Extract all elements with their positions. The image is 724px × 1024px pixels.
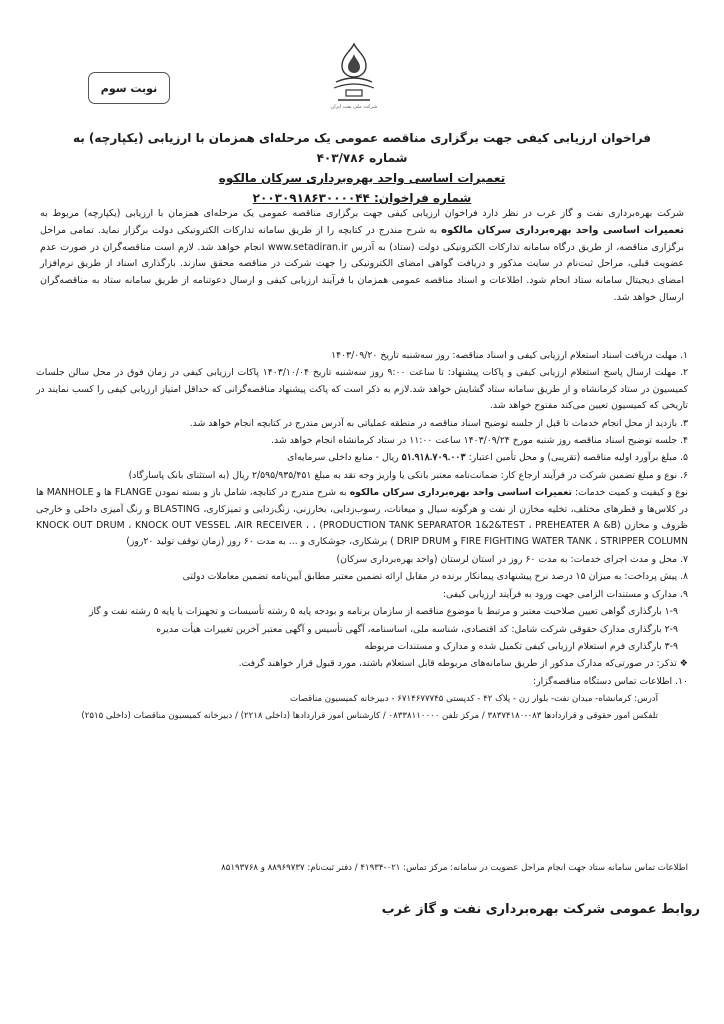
item-5 bbox=[36, 450, 688, 466]
item-1: ۱. مهلت دریافت اسناد استعلام ارزیابی کیفی و اسناد مناقصه: روز سه‌شنبه تاریخ ۱۴۰۳/۰۹/۲۰ bbox=[331, 350, 688, 361]
setad-contact: اطلاعات تماس سامانه ستاد جهت انجام مراحل عضویت در سامانه: مرکز تماس: ۰۲۱-۴۱۹۳۴ / دفتر ثبت‌نام: ۸۸۹۶۹۷۳۷ و ۸۵۱۹۳۷۶۸ bbox=[221, 863, 688, 873]
item-9-2: ۲-۹ بارگذاری مدارک حقوقی شرکت شامل: کد اقتصادی، شناسه ملی، اساسنامه، آگهی تأسیس و آگهی معتبر آخرین تغییرات هیأت مدیره bbox=[156, 623, 678, 635]
note: ❖ تذکر: در صورتی‌که مدارک مذکور از طریق سامانه‌های مربوطه قابل استعلام باشند، مورد قبول قرار خواهند گرفت. bbox=[238, 658, 688, 670]
main-title: فراخوان ارزیابی کیفی جهت برگزاری مناقصه عمومی یک مرحله‌ای همزمان با ارزیابی (یکپارچه) به شماره ۴۰۳/۷۸۶ bbox=[72, 131, 652, 165]
contact-phones: تلفکس امور حقوقی و قراردادها ۰۸۳-۳۸۳۷۴۱۸۰ / مرکز تلفن ۰۸۳۳۸۱۱۰۰۰۰ / کارشناس امور قراردادها (داخلی ۲۲۱۸) / دبیرخانه کمیسیون مناقصات (داخلی ۲۵۱۵) bbox=[81, 711, 658, 722]
item-10: ۱۰. اطلاعات تماس دستگاه مناقصه‌گزار: bbox=[532, 675, 688, 687]
round-stamp bbox=[88, 72, 170, 104]
scope-details: به شرح مندرج در کتابچه، شامل باز و بسته نمودن FLANGE ها و MANHOLE ها در کلاس‌ها و قطرهای مختلف، تخلیه مخازن از نفت و هرگونه سیال و میعانات، رسوب‌زدایی، بخارزنی، زنگ‌زدایی و تمیزکاری، BLASTING و رنگ آمیزی داخلی و خارجی ظروف و مخازن (PRODUCTION TANK SEPARATOR 1&2&TEST ، PREHEATER A &B) ، KNOCK OUT DRUM ، KNOCK OUT VESSEL ،AIR RECEIVER ، FIRE FIGHTING WATER TANK ، STRIPPER COLUMN و DRIP DRUM ) برشکاری، جوشکاری و ... به مدت ۶۰ روز (زمان توقف تولید ۲۰روز) bbox=[36, 487, 689, 548]
tender-number: شماره فراخوان: ۲۰۰۳۰۹۱۸۶۳۰۰۰۰۴۴ bbox=[252, 191, 472, 205]
logo-caption: شرکت ملی نفت ایران bbox=[330, 104, 378, 110]
intro-paragraph bbox=[40, 206, 684, 307]
item-5-funding: ریال - منابع داخلی سرمایه‌ای bbox=[287, 452, 402, 464]
item-7: ۷. محل و مدت اجرای خدمات: به مدت ۶۰ روز در استان لرستان (واحد بهره‌برداری سرکان) bbox=[336, 553, 688, 565]
contact-address: آدرس: کرمانشاه- میدان نفت- بلوار زن - پلاک ۴۲ - کدپستی ۶۷۱۴۶۷۷۷۴۵ - دبیرخانه کمیسیون مناقصات bbox=[289, 694, 658, 705]
nioc-logo-icon bbox=[328, 42, 380, 104]
item-8: ۸. پیش پرداخت: به میزان ۱۵ درصد نرخ پیشنهادی پیمانکار برنده در مقابل ارائه تضمین معتبر مطابق آیین‌نامه تضمین معاملات دولتی bbox=[182, 571, 688, 583]
item-5-label: ۵. مبلغ برآورد اولیه مناقصه (تقریبی) و محل تأمین اعتبار: bbox=[465, 452, 688, 464]
item-9: ۹. مدارک و مستندات الزامی جهت ورود به فرآیند ارزیابی کیفی: bbox=[442, 588, 688, 600]
signature: روابط عمومی شرکت بهره‌برداری نفت و گاز غرب bbox=[381, 902, 700, 917]
item-6-scope bbox=[36, 485, 688, 551]
intro-project-name: تعمیرات اساسی واحد بهره‌برداری سرکان مالکوه bbox=[441, 224, 685, 236]
intro-text-after: به شرح مندرج در کتابچه را از طریق سامانه تدارکات الکترونیکی دولت برگزار نماید. تمامی مراحل برگزاری مناقصه، از طریق درگاه سامانه تدارکات الکترونیکی دولت (ستاد) به آدرس www.setadiran.ir انجام خواهد شد. لازم است مناقصه‌گران در صورت عدم عضویت قبلی، مراحل ثبت‌نام در سایت مذکور و دریافت گواهی امضای الکترونیکی را جهت شرکت در مناقصه محقق سازند. بارگذاری اسناد از طریق نرم‌افزار امضای دیجیتال سامانه ستاد انجام شود. اطلاعات و اسناد مناقصه عمومی همزمان با فرآیند ارزیابی کیفی و ارسال دعوتنامه از طریق سامانه ستاد به مناقصه‌گران ارسال خواهد شد. bbox=[40, 224, 684, 303]
item-2: ۲. مهلت ارسال پاسخ استعلام ارزیابی کیفی و پاکات پیشنهاد: تا ساعت ۹:۰۰ روز سه‌شنبه تاریخ ۱۴۰۳/۱۰/۰۴ پاکات ارزیابی کیفی در زمان فوق در محل سالن جلسات کمیسیون در ستاد کرمانشاه و از طریق سامانه ستاد گشایش خواهد شد.لازم به ذکر است که پاکت پیشنهاد مناقصه‌گرانی که حداقل امتیاز ارزیابی کیفی را کسب نمایند در تاریخی که کمیسیون تعیین می‌کند مفتوح خواهد شد. bbox=[36, 367, 689, 412]
intro-text-before: شرکت بهره‌برداری نفت و گاز غرب در نظر دارد فراخوان ارزیابی کیفی جهت برگزاری مناقصه عمومی یک مرحله‌ای همزمان با ارزیابی (یکپارچه) مربوط به bbox=[40, 208, 684, 219]
conditions-list bbox=[36, 348, 688, 725]
round-stamp-text: نوبت سوم bbox=[100, 81, 158, 95]
item-4: ۴. جلسه توضیح اسناد مناقصه روز شنبه مورخ ۱۴۰۳/۰۹/۲۴ ساعت ۱۱:۰۰ در ستاد کرمانشاه انجام خواهد شد. bbox=[271, 435, 688, 447]
item-9-1: ۱-۹ بارگذاری گواهی تعیین صلاحیت معتبر و مرتبط با موضوع مناقصه از سازمان برنامه و بودجه پایه ۵ رشته تأسیسات و تجهیزات یا پایه ۵ رشته نفت و گاز bbox=[88, 606, 678, 618]
estimate-amount: ۵۱.۹۱۸.۷۰۹.۰۰۳ bbox=[401, 452, 466, 464]
scope-label: نوع و کیفیت و کمیت خدمات: bbox=[571, 487, 689, 499]
item-3: ۳. بازدید از محل انجام خدمات تا قبل از جلسه توضیح اسناد مناقصه در منطقه عملیاتی به آدرس مندرج در کتابچه انجام خواهد شد. bbox=[189, 417, 688, 429]
item-6: ۶. نوع و مبلغ تضمین شرکت در فرآیند ارجاع کار: ضمانت‌نامه معتبر بانکی یا واریز وجه نقد به مبلغ ۲/۵۹۵/۹۳۵/۴۵۱ ریال (به استثنای بانک پاسارگاد) bbox=[128, 469, 688, 481]
title-block bbox=[60, 128, 664, 208]
subtitle: تعمیرات اساسی واحد بهره‌برداری سرکان مالکوه bbox=[218, 171, 506, 185]
scope-project-name: تعمیرات اساسی واحد بهره‌برداری سرکان مالکوه bbox=[349, 487, 572, 499]
item-9-3: ۳-۹ بارگذاری فرم استعلام ارزیابی کیفی تکمیل شده و مدارک و مستندات مربوطه bbox=[364, 640, 678, 652]
